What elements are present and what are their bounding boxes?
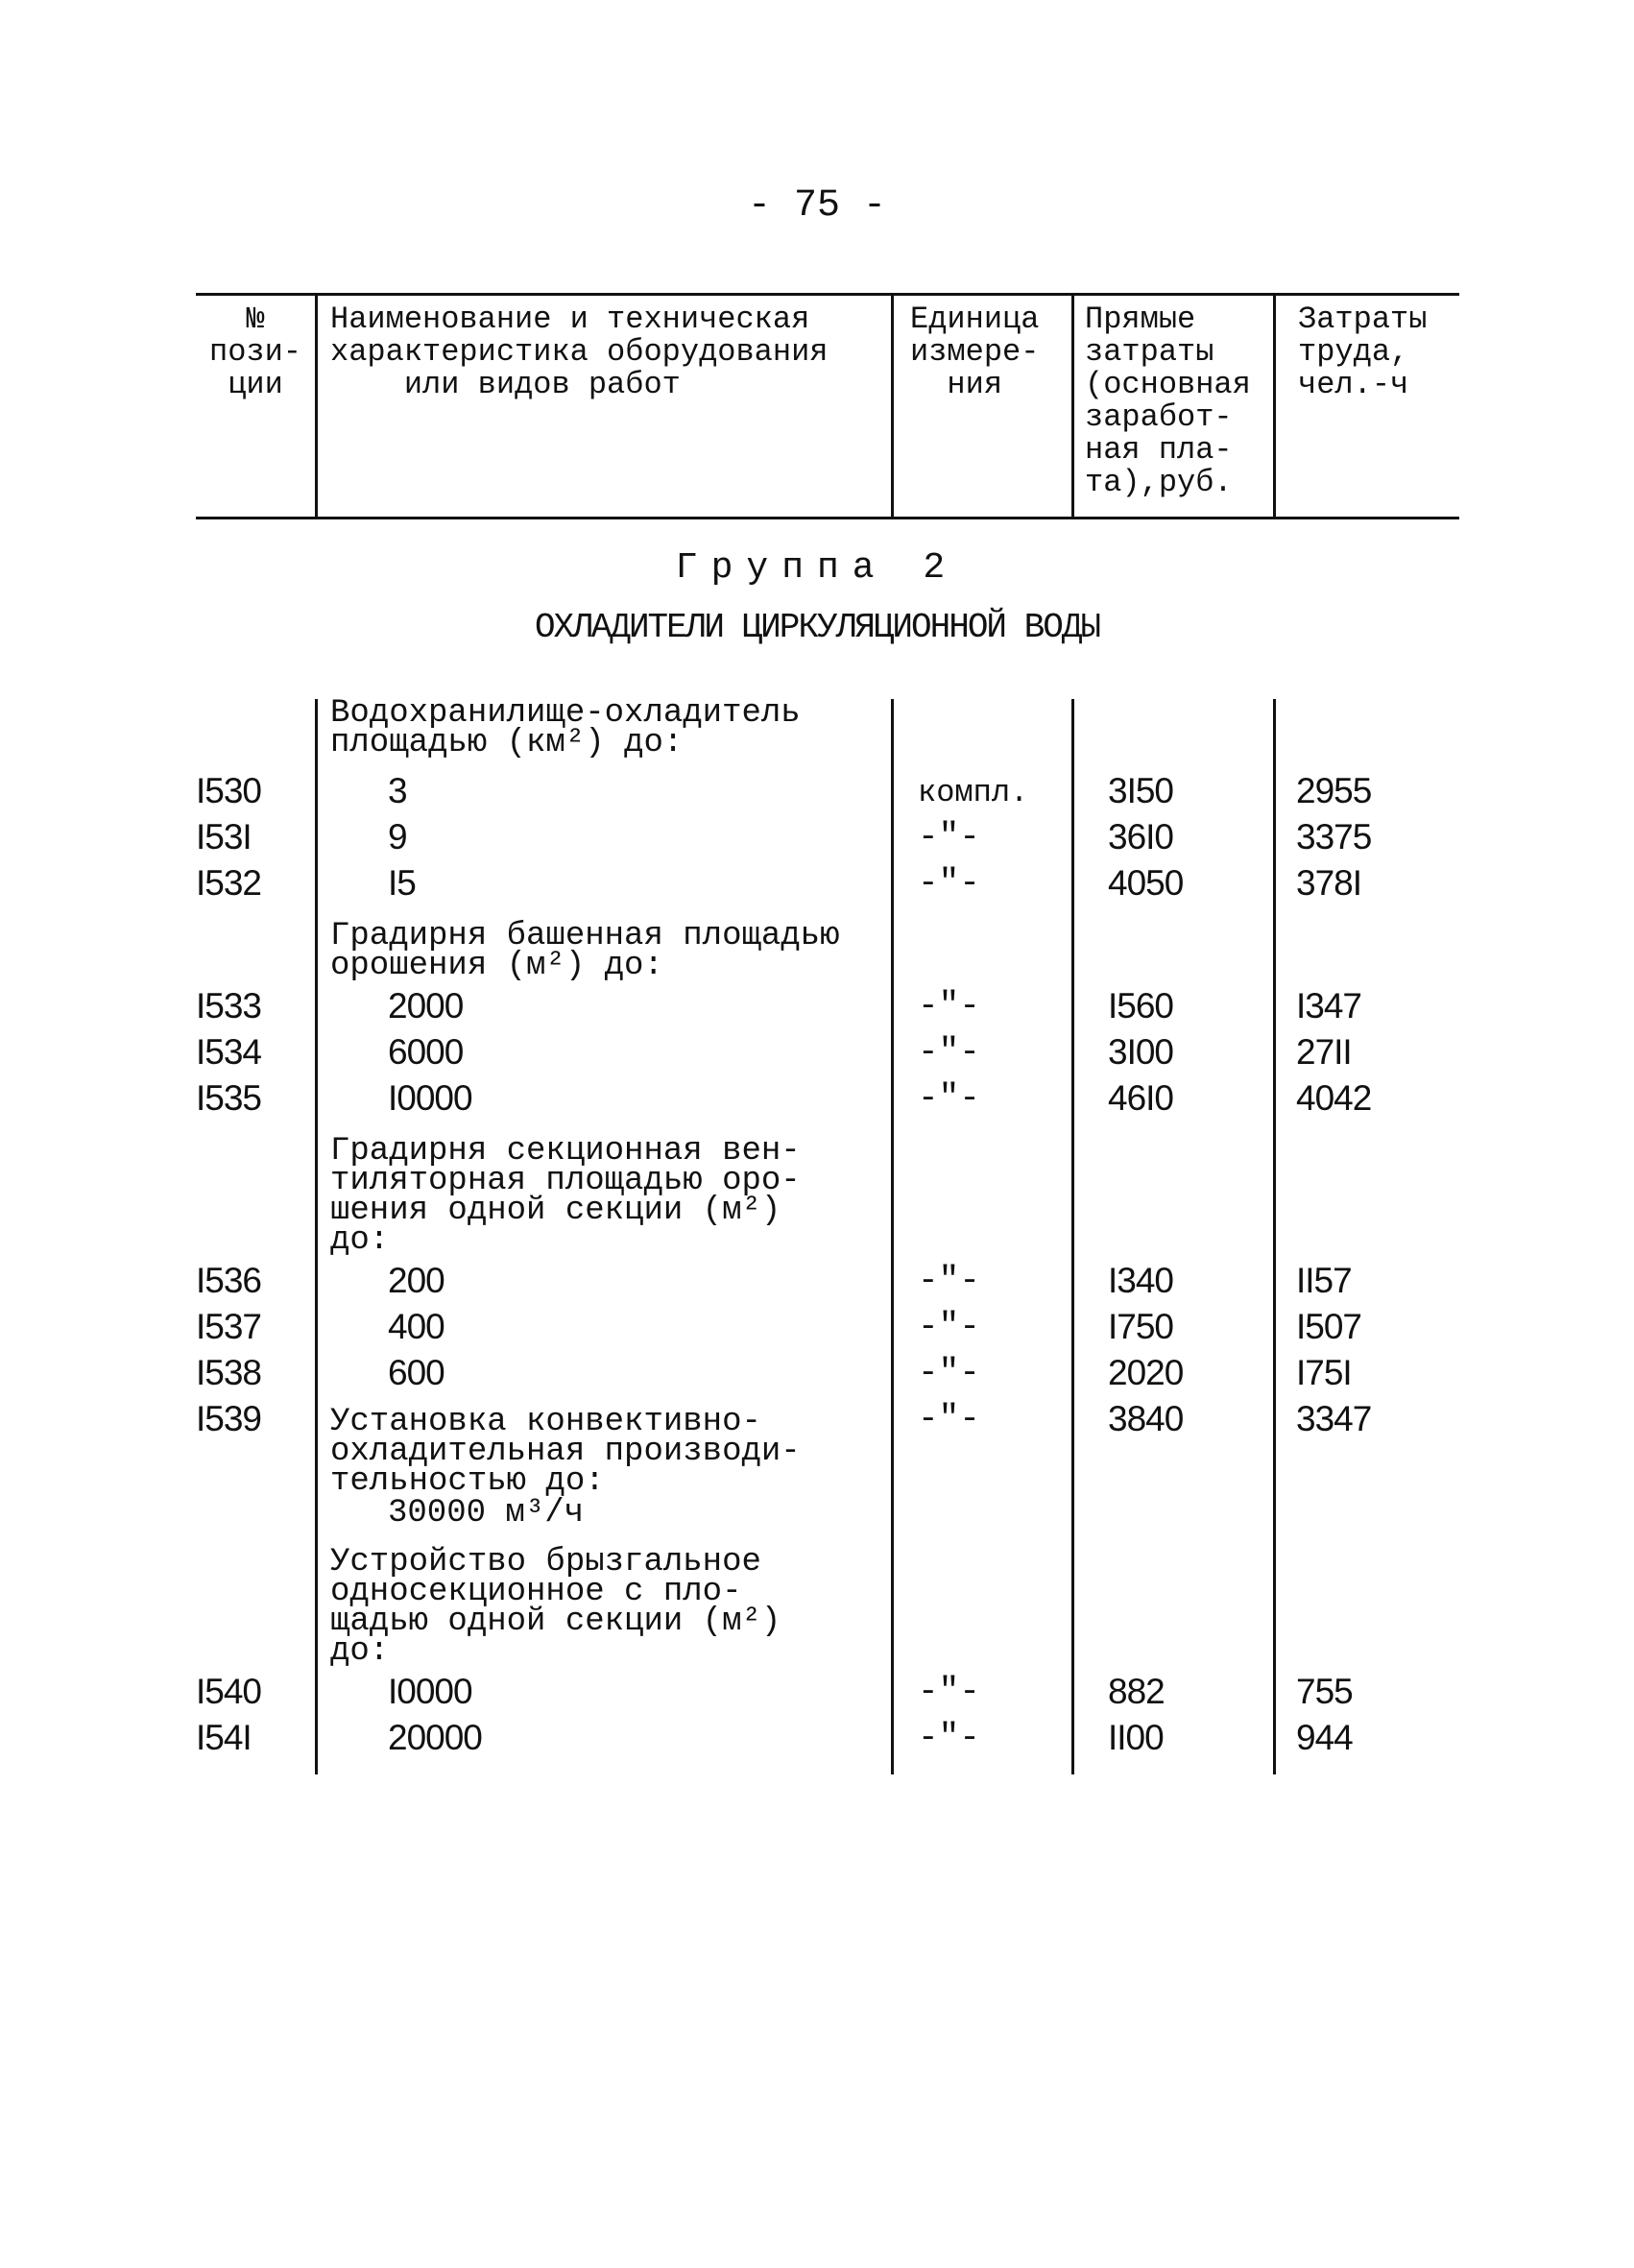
row-unit: компл. [918,775,1029,810]
group-title: Группа 2 [675,547,959,589]
row-unit: -"- [918,1307,980,1346]
header-col-unit: Единица измере- ния [910,302,1040,402]
group-heading: Установка конвективно- охладительная производи- тельностью до: [330,1404,801,1500]
header-divider [891,296,894,517]
column-divider [1071,699,1074,1774]
row-unit: -"- [918,817,980,857]
group-heading: Устройство брызгальное односекционное с пло- щадью одной секции (м²) до: [330,1544,781,1670]
row-cost: 3I00 [1108,1032,1174,1072]
row-value: I5 [388,863,416,903]
row-unit: -"- [918,986,980,1025]
row-labor: I347 [1296,986,1362,1025]
header-col-position: № пози- ции [208,302,301,402]
row-labor: 3347 [1296,1399,1372,1438]
column-divider [1273,699,1276,1774]
row-value: I0000 [388,1672,472,1711]
row-value: 200 [388,1261,445,1300]
row-value: 400 [388,1307,445,1346]
row-cost: II00 [1108,1718,1164,1757]
row-position: I534 [196,1032,262,1072]
row-value: 600 [388,1353,445,1392]
row-value: 3 [388,771,407,810]
row-position: I540 [196,1672,262,1711]
row-cost: 3840 [1108,1399,1184,1438]
row-cost: 3I50 [1108,771,1174,810]
row-labor: 4042 [1296,1078,1372,1118]
row-position: I535 [196,1078,262,1118]
row-labor: 944 [1296,1718,1353,1757]
header-divider [315,296,318,517]
row-cost: I340 [1108,1261,1174,1300]
section-title: ОХЛАДИТЕЛИ ЦИРКУЛЯЦИОННОЙ ВОДЫ [534,608,1100,647]
row-value: 2000 [388,986,464,1025]
row-position: I53I [196,817,252,857]
group-heading: Водохранилище-охладитель площадью (км²) до: [330,695,801,761]
row-position: I530 [196,771,262,810]
row-position: I54I [196,1718,252,1757]
row-unit: -"- [918,1032,980,1072]
row-unit: -"- [918,1261,980,1300]
row-position: I536 [196,1261,262,1300]
row-position: I533 [196,986,262,1025]
column-divider [891,699,894,1774]
page-number: - 75 - [747,184,887,228]
row-position: I539 [196,1399,262,1438]
header-divider [1273,296,1276,517]
row-position: I538 [196,1353,262,1392]
header-divider [1071,296,1074,517]
row-cost: 882 [1108,1672,1165,1711]
price-table [196,695,1459,1774]
row-position: I532 [196,863,262,903]
row-value: 30000 м³/ч [388,1495,585,1532]
row-cost: I560 [1108,986,1174,1025]
column-divider [315,699,318,1774]
row-unit: -"- [918,863,980,903]
row-labor: 378I [1296,863,1362,903]
table-header [196,293,1459,519]
row-unit: -"- [918,1672,980,1711]
row-position: I537 [196,1307,262,1346]
header-col-direct-costs: Прямые затраты (основная заработ- ная пла- та),руб. [1085,302,1251,500]
row-unit: -"- [918,1078,980,1118]
row-cost: 4050 [1108,863,1184,903]
row-labor: 755 [1296,1672,1353,1711]
header-col-name: Наименование и техническая характеристика оборудования или видов работ [330,302,829,402]
row-value: 20000 [388,1718,482,1757]
row-labor: 2955 [1296,771,1372,810]
row-unit: -"- [918,1718,980,1757]
row-value: 6000 [388,1032,464,1072]
row-unit: -"- [918,1353,980,1392]
row-value: I0000 [388,1078,472,1118]
row-cost: I750 [1108,1307,1174,1346]
header-col-labor: Затраты труда, чел.-ч [1298,302,1428,402]
row-labor: II57 [1296,1261,1352,1300]
row-cost: 2020 [1108,1353,1184,1392]
row-unit: -"- [918,1399,980,1438]
row-cost: 36I0 [1108,817,1174,857]
row-labor: I75I [1296,1353,1352,1392]
group-heading: Градирня башенная площадью орошения (м²) до: [330,918,840,984]
row-value: 9 [388,817,407,857]
row-labor: I507 [1296,1307,1362,1346]
row-labor: 27II [1296,1032,1352,1072]
row-labor: 3375 [1296,817,1372,857]
group-heading: Градирня секционная вен- тиляторная площадью оро- шения одной секции (м²) до: [330,1133,801,1259]
row-cost: 46I0 [1108,1078,1174,1118]
